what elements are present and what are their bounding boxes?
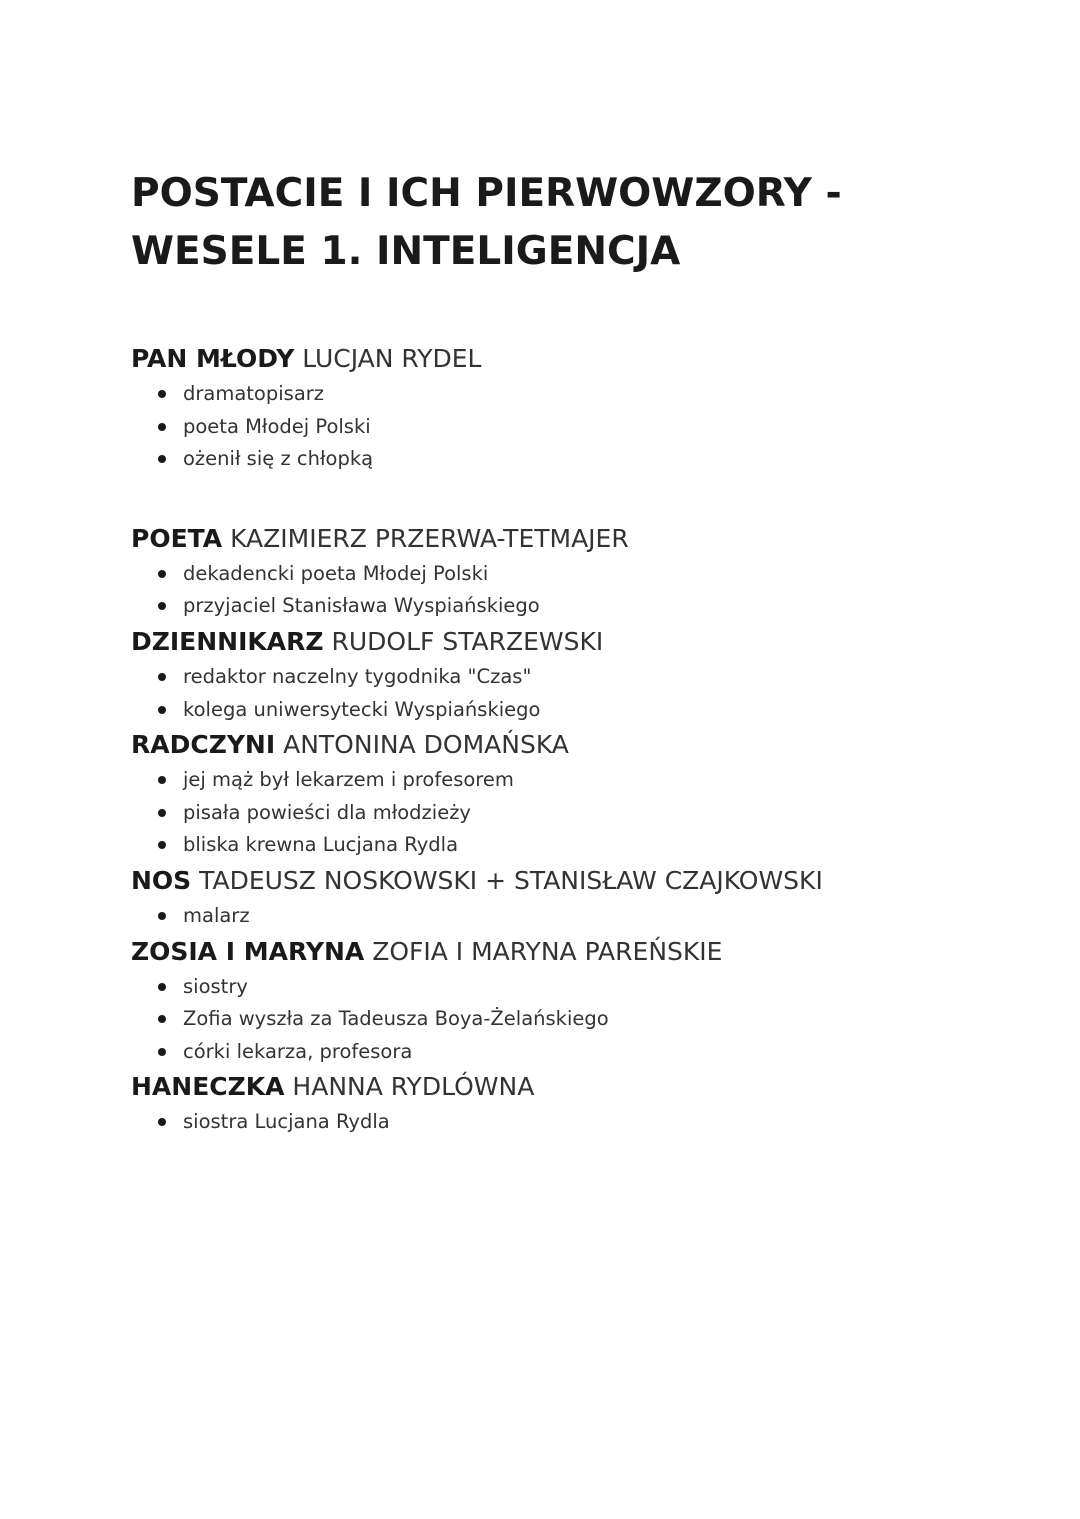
bullet-icon bbox=[158, 912, 166, 920]
list-item bbox=[158, 694, 1031, 727]
fact-list bbox=[131, 1106, 1031, 1139]
list-item bbox=[158, 1036, 1031, 1069]
page-title bbox=[131, 165, 951, 281]
fact-text: siostra Lucjana Rydla bbox=[183, 1110, 390, 1134]
character-prototype: HANNA RYDLÓWNA bbox=[292, 1072, 535, 1102]
fact-list bbox=[131, 900, 1031, 933]
list-item bbox=[158, 829, 1031, 862]
list-item bbox=[158, 661, 1031, 694]
fact-text: przyjaciel Stanisława Wyspiańskiego bbox=[183, 594, 540, 618]
fact-text: bliska krewna Lucjana Rydla bbox=[183, 833, 459, 857]
fact-text: ożenił się z chłopką bbox=[183, 447, 374, 471]
list-item bbox=[158, 1106, 1031, 1139]
fact-text: siostry bbox=[183, 974, 248, 998]
character-role: NOS bbox=[131, 865, 192, 895]
list-item bbox=[158, 1003, 1031, 1036]
character-section bbox=[131, 862, 1031, 933]
character-role: HANECZKA bbox=[131, 1072, 285, 1102]
fact-list bbox=[131, 378, 1031, 476]
fact-list bbox=[131, 971, 1031, 1069]
fact-list bbox=[131, 661, 1031, 726]
character-section bbox=[131, 726, 1031, 862]
list-item bbox=[158, 558, 1031, 591]
bullet-icon bbox=[158, 1118, 166, 1126]
character-role: ZOSIA I MARYNA bbox=[131, 936, 365, 966]
list-item bbox=[158, 378, 1031, 411]
character-heading bbox=[131, 1068, 1031, 1106]
character-prototype: TADEUSZ NOSKOWSKI + STANISŁAW CZAJKOWSKI bbox=[199, 865, 823, 895]
list-item bbox=[158, 443, 1031, 476]
fact-text: kolega uniwersytecki Wyspiańskiego bbox=[183, 697, 541, 721]
character-role: POETA bbox=[131, 523, 223, 553]
bullet-icon bbox=[158, 1015, 166, 1023]
list-item bbox=[158, 971, 1031, 1004]
fact-text: córki lekarza, profesora bbox=[183, 1039, 413, 1063]
character-section bbox=[131, 1068, 1031, 1139]
fact-text: dekadencki poeta Młodej Polski bbox=[183, 561, 489, 585]
fact-text: malarz bbox=[183, 903, 250, 927]
bullet-icon bbox=[158, 776, 166, 784]
bullet-icon bbox=[158, 1048, 166, 1056]
bullet-icon bbox=[158, 809, 166, 817]
character-heading bbox=[131, 623, 1031, 661]
fact-text: poeta Młodej Polski bbox=[183, 414, 371, 438]
bullet-icon bbox=[158, 706, 166, 714]
character-prototype: LUCJAN RYDEL bbox=[302, 344, 482, 373]
list-item bbox=[158, 590, 1031, 623]
fact-text: redaktor naczelny tygodnika "Czas" bbox=[183, 664, 532, 688]
bullet-icon bbox=[158, 423, 166, 431]
bullet-icon bbox=[158, 602, 166, 610]
character-section bbox=[131, 623, 1031, 726]
character-heading bbox=[131, 340, 1031, 378]
bullet-icon bbox=[158, 455, 166, 463]
character-list bbox=[131, 340, 1031, 1139]
character-heading bbox=[131, 726, 1031, 764]
fact-text: dramatopisarz bbox=[183, 382, 325, 405]
bullet-icon bbox=[158, 983, 166, 991]
list-item bbox=[158, 411, 1031, 444]
character-role: RADCZYNI bbox=[131, 730, 276, 760]
list-item bbox=[158, 764, 1031, 797]
title-line-1: POSTACIE I ICH PIERWOWZORY - bbox=[131, 171, 842, 216]
character-prototype: ZOFIA I MARYNA PAREŃSKIE bbox=[372, 936, 723, 966]
character-prototype: ANTONINA DOMAŃSKA bbox=[283, 730, 569, 760]
fact-text: jej mąż był lekarzem i profesorem bbox=[183, 768, 514, 792]
bullet-icon bbox=[158, 570, 166, 578]
bullet-icon bbox=[158, 673, 166, 681]
list-item bbox=[158, 900, 1031, 933]
title-line-2: WESELE 1. INTELIGENCJA bbox=[131, 229, 681, 274]
character-heading bbox=[131, 862, 1031, 900]
bullet-icon bbox=[158, 841, 166, 849]
character-prototype: KAZIMIERZ PRZERWA-TETMAJER bbox=[230, 523, 629, 553]
fact-text: Zofia wyszła za Tadeusza Boya-Żelańskiego bbox=[183, 1007, 609, 1031]
character-heading bbox=[131, 933, 1031, 971]
character-section bbox=[131, 340, 1031, 476]
character-heading bbox=[131, 520, 1031, 558]
character-role: PAN MŁODY bbox=[131, 344, 295, 373]
list-item bbox=[158, 797, 1031, 830]
bullet-icon bbox=[158, 390, 166, 398]
character-section bbox=[131, 933, 1031, 1069]
fact-list bbox=[131, 558, 1031, 623]
character-prototype: RUDOLF STARZEWSKI bbox=[331, 626, 604, 656]
fact-text: pisała powieści dla młodzieży bbox=[183, 800, 471, 824]
fact-list bbox=[131, 764, 1031, 862]
character-role: DZIENNIKARZ bbox=[131, 626, 324, 656]
character-section bbox=[131, 520, 1031, 623]
